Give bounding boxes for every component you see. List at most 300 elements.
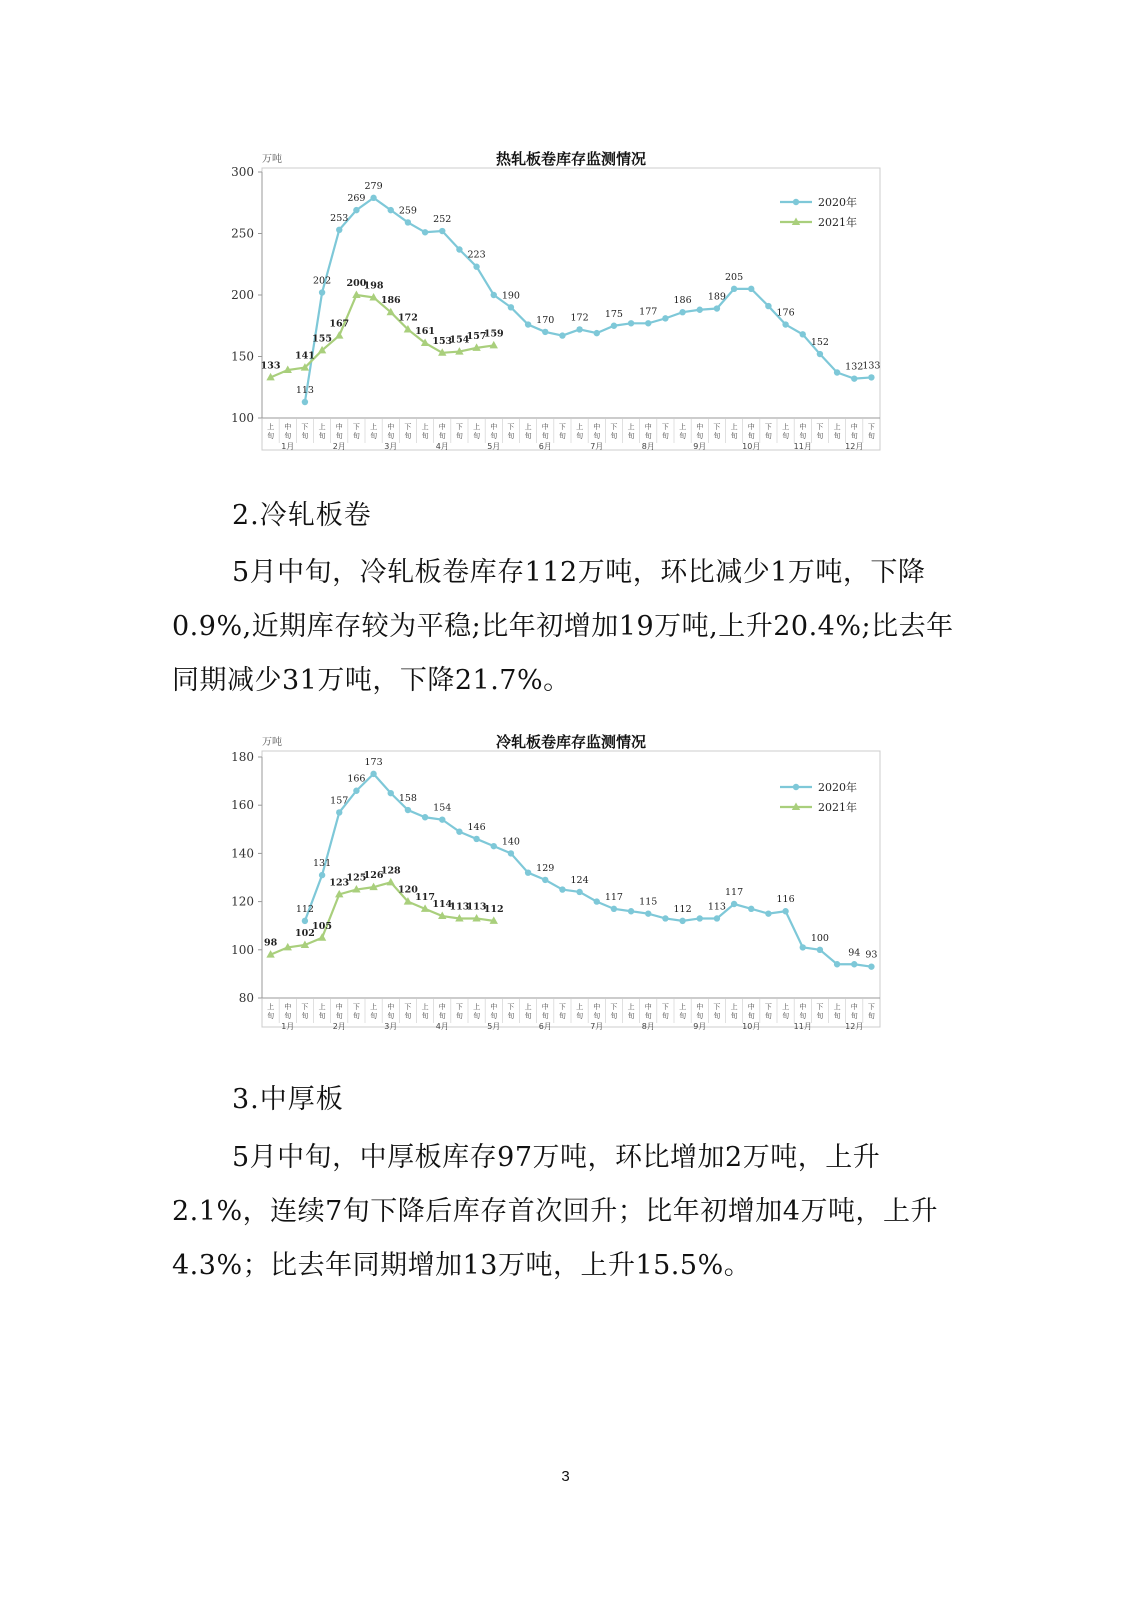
data-point-2020 <box>319 872 325 878</box>
data-point-2020 <box>834 961 840 967</box>
month-label: 8月 <box>641 442 655 451</box>
x-tick-label-top: 上 <box>318 1003 326 1011</box>
y-tick-label: 140 <box>231 846 254 861</box>
x-tick-label-bottom: 旬 <box>782 432 790 440</box>
data-point-2020 <box>525 869 531 875</box>
x-tick-label-bottom: 旬 <box>850 1012 858 1020</box>
x-tick-label-top: 中 <box>284 423 292 431</box>
x-tick-label-top: 下 <box>455 423 463 431</box>
x-tick-label-bottom: 旬 <box>747 432 755 440</box>
x-tick-label-bottom: 旬 <box>576 1012 584 1020</box>
month-label: 10月 <box>742 442 761 451</box>
x-tick-label-bottom: 旬 <box>490 432 498 440</box>
x-tick-label-top: 中 <box>593 1003 601 1011</box>
data-label: 159 <box>483 328 504 340</box>
data-label: 124 <box>570 874 589 886</box>
x-tick-label-bottom: 旬 <box>541 1012 549 1020</box>
x-tick-label-top: 上 <box>473 423 481 431</box>
data-point-2020 <box>714 915 720 921</box>
data-point-2020 <box>439 228 445 234</box>
data-point-2021 <box>335 331 343 339</box>
data-point-2020 <box>679 918 685 924</box>
x-tick-label-bottom: 旬 <box>558 1012 566 1020</box>
data-point-2020 <box>302 399 308 405</box>
y-tick-label: 200 <box>231 288 254 302</box>
data-point-2020 <box>868 963 874 969</box>
x-tick-label-bottom: 旬 <box>850 432 858 440</box>
data-point-2020 <box>697 915 703 921</box>
month-label: 6月 <box>538 442 552 451</box>
data-point-2020 <box>800 944 806 950</box>
data-point-2020 <box>388 207 394 213</box>
x-tick-label-top: 上 <box>576 423 584 431</box>
x-tick-label-bottom: 旬 <box>610 1012 618 1020</box>
x-tick-label-bottom: 旬 <box>352 432 360 440</box>
x-tick-label-top: 下 <box>764 423 772 431</box>
data-label: 155 <box>312 333 333 345</box>
x-tick-label-top: 下 <box>404 1003 412 1011</box>
data-label: 116 <box>776 894 795 906</box>
x-tick-label-bottom: 旬 <box>507 1012 515 1020</box>
x-tick-label-top: 下 <box>867 1003 875 1011</box>
x-tick-label-top: 下 <box>713 423 721 431</box>
data-label: 153 <box>432 335 453 347</box>
data-point-2020 <box>491 292 497 298</box>
data-label: 132 <box>845 361 864 373</box>
data-point-2020 <box>834 369 840 375</box>
data-label: 166 <box>347 773 366 785</box>
month-label: 11月 <box>793 442 812 451</box>
x-tick-label-top: 下 <box>764 1003 772 1011</box>
data-label: 93 <box>865 949 878 961</box>
data-label: 94 <box>848 947 861 959</box>
x-tick-label-top: 上 <box>267 423 275 431</box>
month-label: 7月 <box>590 442 604 451</box>
x-tick-label-bottom: 旬 <box>764 1012 772 1020</box>
month-label: 1月 <box>281 442 295 451</box>
data-label: 114 <box>432 899 453 911</box>
month-label: 4月 <box>435 442 449 451</box>
x-tick-label-bottom: 旬 <box>267 432 275 440</box>
x-tick-label-bottom: 旬 <box>644 432 652 440</box>
x-tick-label-bottom: 旬 <box>610 432 618 440</box>
x-tick-label-top: 下 <box>661 423 669 431</box>
x-tick-label-top: 中 <box>644 423 652 431</box>
data-point-2020 <box>491 843 497 849</box>
x-tick-label-top: 中 <box>335 1003 343 1011</box>
data-label: 152 <box>810 337 829 349</box>
data-label: 154 <box>433 802 452 814</box>
data-point-2020 <box>851 375 857 381</box>
data-point-2020 <box>559 886 565 892</box>
data-point-2020 <box>851 961 857 967</box>
data-label: 146 <box>467 821 486 833</box>
data-point-2020 <box>868 374 874 380</box>
data-label: 252 <box>433 214 452 226</box>
x-tick-label-top: 上 <box>524 423 532 431</box>
data-point-2020 <box>800 331 806 337</box>
chart-title: 冷轧板卷库存监测情况 <box>495 733 647 751</box>
x-tick-label-bottom: 旬 <box>593 432 601 440</box>
data-label: 253 <box>330 212 349 224</box>
x-tick-label-bottom: 旬 <box>318 1012 326 1020</box>
data-point-2020 <box>697 307 703 313</box>
x-tick-label-bottom: 旬 <box>524 1012 532 1020</box>
month-label: 9月 <box>693 1022 707 1031</box>
data-point-2020 <box>817 351 823 357</box>
x-tick-label-top: 下 <box>816 1003 824 1011</box>
x-tick-label-top: 上 <box>421 423 429 431</box>
y-tick-label: 120 <box>231 894 254 909</box>
data-point-2020 <box>731 286 737 292</box>
x-tick-label-bottom: 旬 <box>816 432 824 440</box>
data-point-2021 <box>387 878 395 886</box>
x-tick-label-bottom: 旬 <box>404 432 412 440</box>
legend-label: 2020年 <box>818 781 857 794</box>
x-tick-label-top: 下 <box>404 423 412 431</box>
x-tick-label-top: 上 <box>576 1003 584 1011</box>
data-label: 112 <box>295 903 314 915</box>
x-tick-label-bottom: 旬 <box>696 1012 704 1020</box>
y-tick-label: 150 <box>231 349 254 364</box>
data-label: 176 <box>776 307 795 319</box>
x-tick-label-bottom: 旬 <box>421 1012 429 1020</box>
data-point-2020 <box>508 850 514 856</box>
x-tick-label-bottom: 旬 <box>867 1012 875 1020</box>
x-tick-label-bottom: 旬 <box>370 432 378 440</box>
paragraph-plate: 5月中旬，中厚板库存97万吨，环比增加2万吨，上升2.1%，连续7旬下降后库存首次回升；比年初增加4万吨，上升4.3%；比去年同期增加13万吨，上升15.5%。 <box>172 1142 938 1281</box>
data-point-2020 <box>645 320 651 326</box>
x-tick-label-top: 中 <box>696 423 704 431</box>
x-tick-label-top: 中 <box>593 423 601 431</box>
data-point-2020 <box>525 321 531 327</box>
x-tick-label-bottom: 旬 <box>799 1012 807 1020</box>
data-label: 189 <box>707 291 726 303</box>
x-tick-label-bottom: 旬 <box>473 432 481 440</box>
data-point-2020 <box>576 326 582 332</box>
x-tick-label-top: 中 <box>490 423 498 431</box>
data-point-2020 <box>594 898 600 904</box>
x-tick-label-top: 上 <box>679 1003 687 1011</box>
y-tick-label: 100 <box>231 942 254 957</box>
x-tick-label-top: 下 <box>610 1003 618 1011</box>
x-tick-label-bottom: 旬 <box>661 432 669 440</box>
x-tick-label-top: 中 <box>438 423 446 431</box>
x-tick-label-top: 下 <box>507 423 515 431</box>
month-label: 7月 <box>590 1022 604 1031</box>
hot-rolled-chart <box>0 140 1131 460</box>
x-tick-label-top: 中 <box>541 423 549 431</box>
data-point-2020 <box>370 195 376 201</box>
data-point-2020 <box>765 303 771 309</box>
month-label: 4月 <box>435 1022 449 1031</box>
y-tick-label: 160 <box>231 798 254 813</box>
x-tick-label-top: 上 <box>473 1003 481 1011</box>
month-label: 5月 <box>487 442 501 451</box>
x-tick-label-top: 中 <box>644 1003 652 1011</box>
x-tick-label-top: 下 <box>661 1003 669 1011</box>
x-tick-label-top: 下 <box>558 1003 566 1011</box>
data-point-2020 <box>388 790 394 796</box>
data-point-2020 <box>456 829 462 835</box>
x-tick-label-bottom: 旬 <box>764 432 772 440</box>
x-tick-label-top: 中 <box>387 1003 395 1011</box>
x-tick-label-top: 上 <box>730 1003 738 1011</box>
x-tick-label-top: 中 <box>284 1003 292 1011</box>
data-point-2020 <box>336 809 342 815</box>
data-point-2020 <box>422 814 428 820</box>
cold-rolled-chart <box>0 725 1131 1035</box>
data-point-2020 <box>353 207 359 213</box>
data-point-2020 <box>542 329 548 335</box>
data-point-2020 <box>336 227 342 233</box>
x-tick-label-top: 中 <box>799 1003 807 1011</box>
data-point-2020 <box>679 309 685 315</box>
data-label: 157 <box>330 795 349 807</box>
x-tick-label-bottom: 旬 <box>301 432 309 440</box>
x-tick-label-top: 中 <box>747 1003 755 1011</box>
data-label: 190 <box>501 290 520 302</box>
x-tick-label-top: 下 <box>610 423 618 431</box>
paragraph-cold-rolled: 5月中旬，冷轧板卷库存112万吨，环比减少1万吨，下降0.9%,近期库存较为平稳;比年初增加19万吨,上升20.4%;比去年同期减少31万吨，下降21.7%。 <box>172 557 954 696</box>
y-tick-label: 80 <box>238 991 254 1005</box>
x-tick-label-bottom: 旬 <box>627 1012 635 1020</box>
x-tick-label-top: 上 <box>782 1003 790 1011</box>
data-point-2020 <box>508 304 514 310</box>
data-label: 158 <box>398 793 417 805</box>
section-heading-cold-rolled: 2.冷轧板卷 <box>232 500 372 531</box>
data-label: 202 <box>313 275 332 287</box>
x-tick-label-bottom: 旬 <box>816 1012 824 1020</box>
data-label: 173 <box>364 756 383 768</box>
legend-marker-2020 <box>793 199 799 205</box>
data-point-2021 <box>490 341 498 349</box>
data-point-2020 <box>731 901 737 907</box>
data-label: 172 <box>570 312 589 324</box>
x-tick-label-top: 中 <box>438 1003 446 1011</box>
month-label: 10月 <box>742 1022 761 1031</box>
x-tick-label-bottom: 旬 <box>679 1012 687 1020</box>
month-label: 12月 <box>845 1022 864 1031</box>
data-point-2020 <box>817 947 823 953</box>
data-label: 161 <box>415 325 436 337</box>
x-tick-label-top: 下 <box>867 423 875 431</box>
data-point-2021 <box>352 291 360 299</box>
legend-label: 2020年 <box>818 196 857 209</box>
data-label: 105 <box>312 920 333 932</box>
legend-label: 2021年 <box>818 216 857 229</box>
data-point-2020 <box>782 321 788 327</box>
x-tick-label-top: 上 <box>627 423 635 431</box>
x-tick-label-bottom: 旬 <box>284 1012 292 1020</box>
data-label: 120 <box>397 884 418 896</box>
data-point-2020 <box>473 264 479 270</box>
x-tick-label-top: 下 <box>558 423 566 431</box>
x-tick-label-bottom: 旬 <box>713 432 721 440</box>
month-label: 12月 <box>845 442 864 451</box>
data-label: 125 <box>346 872 367 884</box>
x-tick-label-top: 下 <box>352 1003 360 1011</box>
x-tick-label-top: 中 <box>850 423 858 431</box>
data-point-2020 <box>594 330 600 336</box>
data-label: 172 <box>397 312 418 324</box>
data-point-2020 <box>405 807 411 813</box>
data-point-2020 <box>628 320 634 326</box>
x-tick-label-top: 上 <box>679 423 687 431</box>
x-tick-label-top: 上 <box>833 423 841 431</box>
data-label: 140 <box>501 836 520 848</box>
x-tick-label-bottom: 旬 <box>387 432 395 440</box>
data-label: 186 <box>380 295 401 307</box>
data-label: 113 <box>466 901 487 913</box>
section-heading-plate: 3.中厚板 <box>232 1084 344 1115</box>
x-tick-label-bottom: 旬 <box>352 1012 360 1020</box>
data-label: 170 <box>536 314 555 326</box>
data-label: 115 <box>639 896 658 908</box>
x-tick-label-bottom: 旬 <box>301 1012 309 1020</box>
data-point-2020 <box>645 910 651 916</box>
x-tick-label-top: 中 <box>799 423 807 431</box>
x-tick-label-bottom: 旬 <box>507 432 515 440</box>
data-label: 113 <box>295 385 314 397</box>
data-label: 129 <box>536 862 555 874</box>
data-point-2020 <box>782 908 788 914</box>
data-point-2020 <box>302 918 308 924</box>
x-tick-label-top: 上 <box>730 423 738 431</box>
month-label: 11月 <box>793 1022 812 1031</box>
x-tick-label-top: 上 <box>318 423 326 431</box>
data-point-2020 <box>662 915 668 921</box>
x-tick-label-top: 上 <box>267 1003 275 1011</box>
data-label: 123 <box>329 877 350 889</box>
data-point-2020 <box>542 877 548 883</box>
x-tick-label-bottom: 旬 <box>661 1012 669 1020</box>
x-tick-label-top: 上 <box>627 1003 635 1011</box>
cold-rolled-chart-svg <box>0 725 1131 1035</box>
data-point-2020 <box>611 906 617 912</box>
data-label: 279 <box>364 180 383 192</box>
data-point-2020 <box>422 229 428 235</box>
data-point-2020 <box>559 332 565 338</box>
data-point-2020 <box>748 906 754 912</box>
x-tick-label-top: 中 <box>850 1003 858 1011</box>
data-label: 117 <box>604 891 623 903</box>
month-label: 2月 <box>332 1022 346 1031</box>
legend-marker-2020 <box>793 784 799 790</box>
month-label: 2月 <box>332 442 346 451</box>
x-tick-label-top: 下 <box>455 1003 463 1011</box>
data-label: 100 <box>810 932 829 944</box>
x-tick-label-bottom: 旬 <box>524 432 532 440</box>
data-label: 186 <box>673 295 692 307</box>
x-tick-label-bottom: 旬 <box>747 1012 755 1020</box>
x-tick-label-bottom: 旬 <box>627 432 635 440</box>
data-label: 126 <box>363 870 384 882</box>
y-tick-label: 250 <box>231 226 254 241</box>
data-label: 259 <box>398 205 417 217</box>
data-point-2020 <box>611 323 617 329</box>
data-point-2020 <box>576 889 582 895</box>
data-point-2020 <box>765 910 771 916</box>
data-label: 133 <box>862 360 881 372</box>
data-point-2020 <box>456 246 462 252</box>
data-point-2020 <box>748 286 754 292</box>
x-tick-label-top: 中 <box>696 1003 704 1011</box>
data-point-2020 <box>319 289 325 295</box>
x-tick-label-bottom: 旬 <box>782 1012 790 1020</box>
x-tick-label-top: 上 <box>524 1003 532 1011</box>
data-label: 113 <box>707 901 726 913</box>
x-tick-label-top: 上 <box>370 423 378 431</box>
month-label: 8月 <box>641 1022 655 1031</box>
data-label: 141 <box>294 350 315 362</box>
x-tick-label-top: 中 <box>387 423 395 431</box>
y-tick-label: 300 <box>231 165 254 179</box>
x-tick-label-bottom: 旬 <box>387 1012 395 1020</box>
data-point-2020 <box>353 788 359 794</box>
x-tick-label-bottom: 旬 <box>490 1012 498 1020</box>
x-tick-label-bottom: 旬 <box>318 432 326 440</box>
unit-label: 万吨 <box>262 737 282 748</box>
x-tick-label-bottom: 旬 <box>696 432 704 440</box>
x-tick-label-top: 中 <box>490 1003 498 1011</box>
data-label: 175 <box>604 308 623 320</box>
x-tick-label-top: 上 <box>421 1003 429 1011</box>
x-tick-label-top: 下 <box>301 1003 309 1011</box>
x-tick-label-bottom: 旬 <box>713 1012 721 1020</box>
data-label: 112 <box>483 903 504 915</box>
data-label: 98 <box>263 937 278 949</box>
x-tick-label-bottom: 旬 <box>730 1012 738 1020</box>
month-label: 1月 <box>281 1022 295 1031</box>
x-tick-label-bottom: 旬 <box>438 1012 446 1020</box>
x-tick-label-bottom: 旬 <box>335 432 343 440</box>
page-number: 3 <box>561 1468 570 1485</box>
x-tick-label-bottom: 旬 <box>267 1012 275 1020</box>
x-tick-label-top: 中 <box>747 423 755 431</box>
legend-label: 2021年 <box>818 801 857 814</box>
x-tick-label-bottom: 旬 <box>644 1012 652 1020</box>
month-label: 3月 <box>384 442 398 451</box>
x-tick-label-bottom: 旬 <box>473 1012 481 1020</box>
x-tick-label-bottom: 旬 <box>541 432 549 440</box>
x-tick-label-top: 下 <box>816 423 824 431</box>
data-label: 133 <box>260 360 281 372</box>
x-tick-label-top: 中 <box>335 423 343 431</box>
data-label: 154 <box>449 334 470 346</box>
x-tick-label-top: 中 <box>541 1003 549 1011</box>
month-label: 3月 <box>384 1022 398 1031</box>
x-tick-label-bottom: 旬 <box>867 432 875 440</box>
month-label: 6月 <box>538 1022 552 1031</box>
x-tick-label-bottom: 旬 <box>370 1012 378 1020</box>
data-point-2020 <box>662 315 668 321</box>
x-tick-label-bottom: 旬 <box>438 432 446 440</box>
month-label: 5月 <box>487 1022 501 1031</box>
data-label: 223 <box>467 249 486 261</box>
data-label: 205 <box>725 271 744 283</box>
data-label: 200 <box>346 278 367 289</box>
x-tick-label-bottom: 旬 <box>284 432 292 440</box>
data-point-2020 <box>714 305 720 311</box>
x-tick-label-top: 下 <box>301 423 309 431</box>
x-tick-label-bottom: 旬 <box>593 1012 601 1020</box>
x-tick-label-bottom: 旬 <box>799 432 807 440</box>
chart-title: 热轧板卷库存监测情况 <box>495 150 647 168</box>
x-tick-label-top: 下 <box>352 423 360 431</box>
x-tick-label-bottom: 旬 <box>455 432 463 440</box>
data-point-2020 <box>628 908 634 914</box>
